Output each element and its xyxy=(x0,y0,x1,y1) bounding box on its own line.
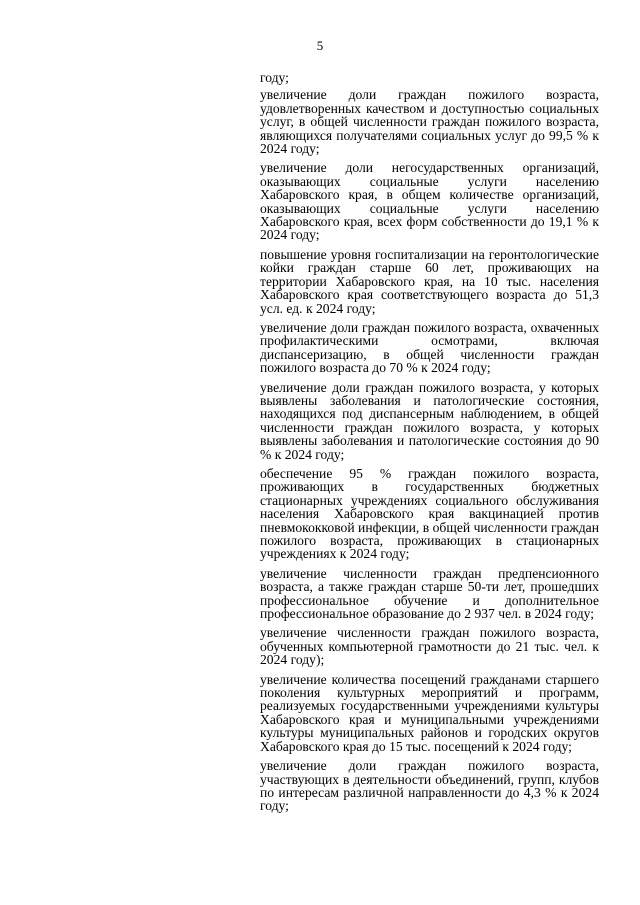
paragraph-pre-retirement-training: увеличение численности граждан предпенсионного возраста, а также граждан старше 50-ти лет, прошедших профессиональное обучение и дополнительное профессиональное образование до 2 937 чел. в 2024 году; xyxy=(260,565,599,622)
paragraph-computer-literacy: увеличение численности граждан пожилого возраста, обученных компьютерной грамотности до 21 тыс. чел. к 2024 году); xyxy=(260,625,599,668)
paragraph-continuation: году; xyxy=(260,70,289,85)
document-body xyxy=(260,71,599,819)
paragraph-satisfaction-social-services: увеличение доли граждан пожилого возраста, удовлетворенных качеством и доступностью социальных услуг, в общей численности граждан пожилого возраста, являющихся получателями социальных услуг до 99,5 % к 2024 году; xyxy=(260,87,599,157)
paragraph-interest-clubs: увеличение доли граждан пожилого возраста, участвующих в деятельности объединений, групп, клубов по интересам различной направленности до 4,3 % к 2024 году; xyxy=(260,758,599,814)
page-number: 5 xyxy=(316,38,324,53)
paragraph-non-state-organizations: увеличение доли негосударственных организаций, оказывающих социальные услуги населению Хабаровского края, в общем количестве организаций, оказывающих социальные услуги населению Хабаровского края, всех форм собственности до 19,1 % к 2024 году; xyxy=(260,160,599,243)
paragraph-dispensary-observation: увеличение доли граждан пожилого возраста, у которых выявлены заболевания и патологические состояния, находящихся под диспансерным наблюдением, в общей численности граждан пожилого возраста, у которых выявлены заболевания и патологические состояния до 90 % к 2024 году; xyxy=(260,379,599,462)
paragraph-pneumococcal-vaccination: обеспечение 95 % граждан пожилого возраста, проживающих в государственных бюджетных стационарных учреждениях социального обслуживания населения Хабаровского края вакцинацией против пневмококковой инфекции, в общей численности граждан пожилого возраста, проживающих в стационарных учреждениях к 2024 году; xyxy=(260,465,599,562)
paragraph-gerontology-hospitalization: повышение уровня госпитализации на геронтологические койки граждан старше 60 лет, проживающих на территории Хабаровского края, на 10 тыс. населения Хабаровского края соответствующего возраста до 51,3 усл. ед. к 2024 году; xyxy=(260,246,599,316)
paragraph-preventive-examinations: увеличение доли граждан пожилого возраста, охваченных профилактическими осмотрами, включая диспансеризацию, в общей численности граждан пожилого возраста до 70 % к 2024 году; xyxy=(260,319,599,376)
paragraph-cultural-events: увеличение количества посещений гражданами старшего поколения культурных мероприятий и программ, реализуемых государственными учреждениями культуры Хабаровского края и муниципальными учреждениями культуры муниципальных районов и городских округов Хабаровского края до 15 тыс. посещений к 2024 году; xyxy=(260,671,599,754)
